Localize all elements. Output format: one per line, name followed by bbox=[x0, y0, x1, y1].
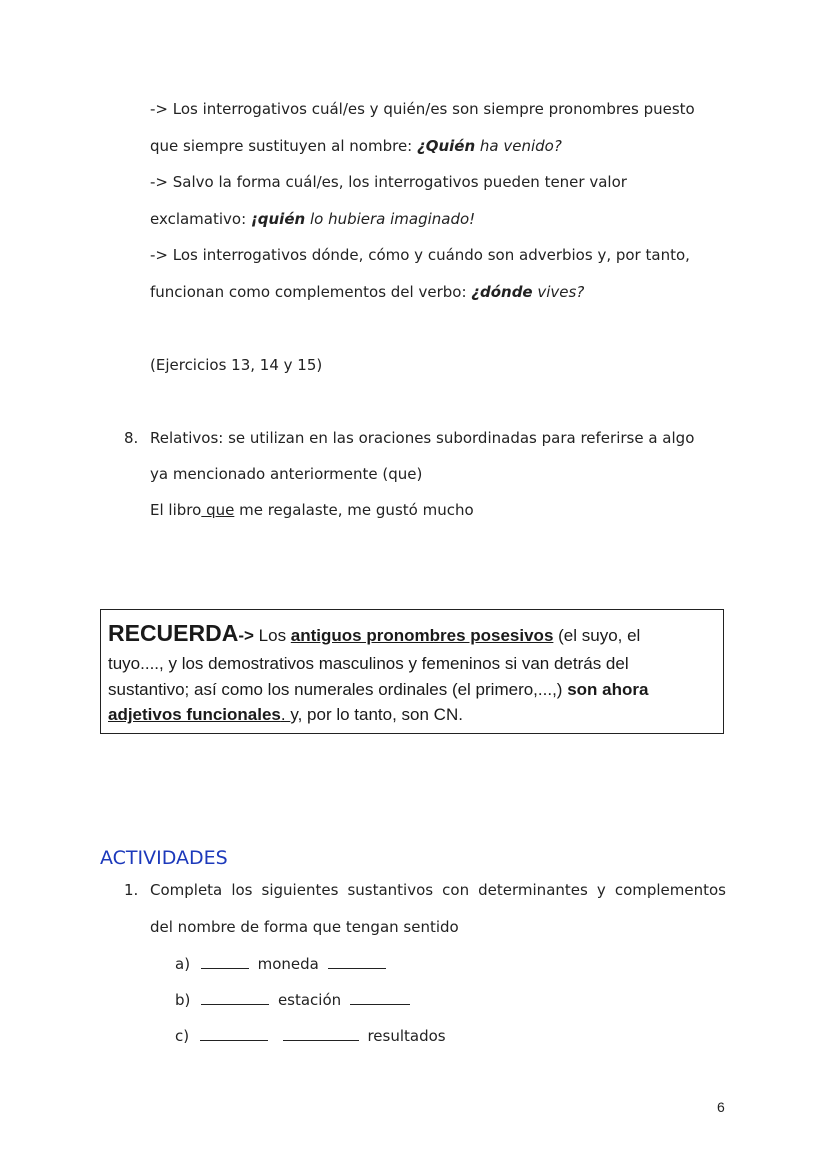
recuerda-line4 bbox=[108, 704, 463, 726]
text: funcionan como complementos del verbo: bbox=[150, 283, 472, 301]
item-word: estación bbox=[277, 991, 342, 1009]
recuerda-box bbox=[100, 609, 724, 734]
activity-1-line1: Completa los siguientes sustantivos con determinantes y complementos bbox=[150, 881, 726, 899]
example-rest: vives? bbox=[532, 283, 585, 301]
blank-field[interactable] bbox=[200, 1026, 268, 1041]
blank-field[interactable] bbox=[350, 990, 410, 1005]
exercises-reference: (Ejercicios 13, 14 y 15) bbox=[150, 356, 323, 374]
item-word: resultados bbox=[367, 1027, 446, 1045]
example-end: me regalaste, me gustó mucho bbox=[234, 501, 474, 519]
activity-1-item-a bbox=[175, 954, 386, 974]
text: que siempre sustituyen al nombre: bbox=[150, 137, 417, 155]
example-rest: lo hubiera imaginado! bbox=[305, 210, 476, 228]
page-number: 6 bbox=[717, 1099, 725, 1115]
text: exclamativo: bbox=[150, 210, 251, 228]
relatives-line1: Relativos: se utilizan en las oraciones subordinadas para referirse a algo bbox=[150, 429, 695, 447]
note-interrogatives-2-line2 bbox=[150, 209, 475, 229]
note-interrogatives-3-line2 bbox=[150, 282, 584, 302]
blank-field[interactable] bbox=[201, 954, 249, 969]
relatives-example bbox=[150, 500, 474, 520]
example-keyword: ¿Quién bbox=[417, 137, 476, 155]
note-interrogatives-3-line1: -> Los interrogativos dónde, cómo y cuándo son adverbios y, por tanto, bbox=[150, 246, 690, 264]
example-keyword: ¿dónde bbox=[471, 283, 533, 301]
recuerda-arrow: -> bbox=[238, 626, 254, 645]
recuerda-title: RECUERDA bbox=[108, 620, 239, 646]
text: Los bbox=[253, 626, 291, 645]
activity-1-line2: del nombre de forma que tengan sentido bbox=[150, 918, 459, 936]
blank-field[interactable] bbox=[201, 990, 269, 1005]
text: sustantivo; así como los numerales ordinales (el primero,...,) bbox=[108, 680, 568, 699]
list-number-8: 8. bbox=[124, 429, 139, 447]
item-label: b) bbox=[175, 991, 191, 1009]
recuerda-line2: tuyo...., y los demostrativos masculinos y femeninos si van detrás del bbox=[108, 654, 629, 673]
item-word: moneda bbox=[257, 955, 319, 973]
highlight-son-ahora: son ahora bbox=[567, 680, 649, 699]
activity-1-item-b bbox=[175, 990, 410, 1010]
period: . bbox=[280, 705, 291, 724]
example-relative-word: que bbox=[201, 501, 235, 519]
example-start: El libro bbox=[150, 501, 202, 519]
item-label: c) bbox=[175, 1027, 190, 1045]
item-label: a) bbox=[175, 955, 191, 973]
recuerda-line1 bbox=[108, 622, 640, 647]
activity-number-1: 1. bbox=[124, 881, 139, 899]
blank-field[interactable] bbox=[283, 1026, 359, 1041]
activity-1-item-c bbox=[175, 1026, 446, 1046]
highlight-possessives: antiguos pronombres posesivos bbox=[290, 626, 554, 645]
activities-heading: ACTIVIDADES bbox=[100, 847, 228, 869]
note-interrogatives-1-line1: -> Los interrogativos cuál/es y quién/es son siempre pronombres puesto bbox=[150, 100, 695, 118]
text: (el suyo, el bbox=[553, 626, 641, 645]
text: y, por lo tanto, son CN. bbox=[290, 705, 463, 724]
example-keyword: ¡quién bbox=[250, 210, 306, 228]
highlight-adjetivos: adjetivos funcionales bbox=[108, 705, 281, 724]
note-interrogatives-1-line2 bbox=[150, 136, 562, 156]
blank-field[interactable] bbox=[328, 954, 386, 969]
recuerda-line3 bbox=[108, 679, 648, 701]
relatives-line2: ya mencionado anteriormente (que) bbox=[150, 465, 423, 483]
note-interrogatives-2-line1: -> Salvo la forma cuál/es, los interrogativos pueden tener valor bbox=[150, 173, 627, 191]
example-rest: ha venido? bbox=[475, 137, 562, 155]
